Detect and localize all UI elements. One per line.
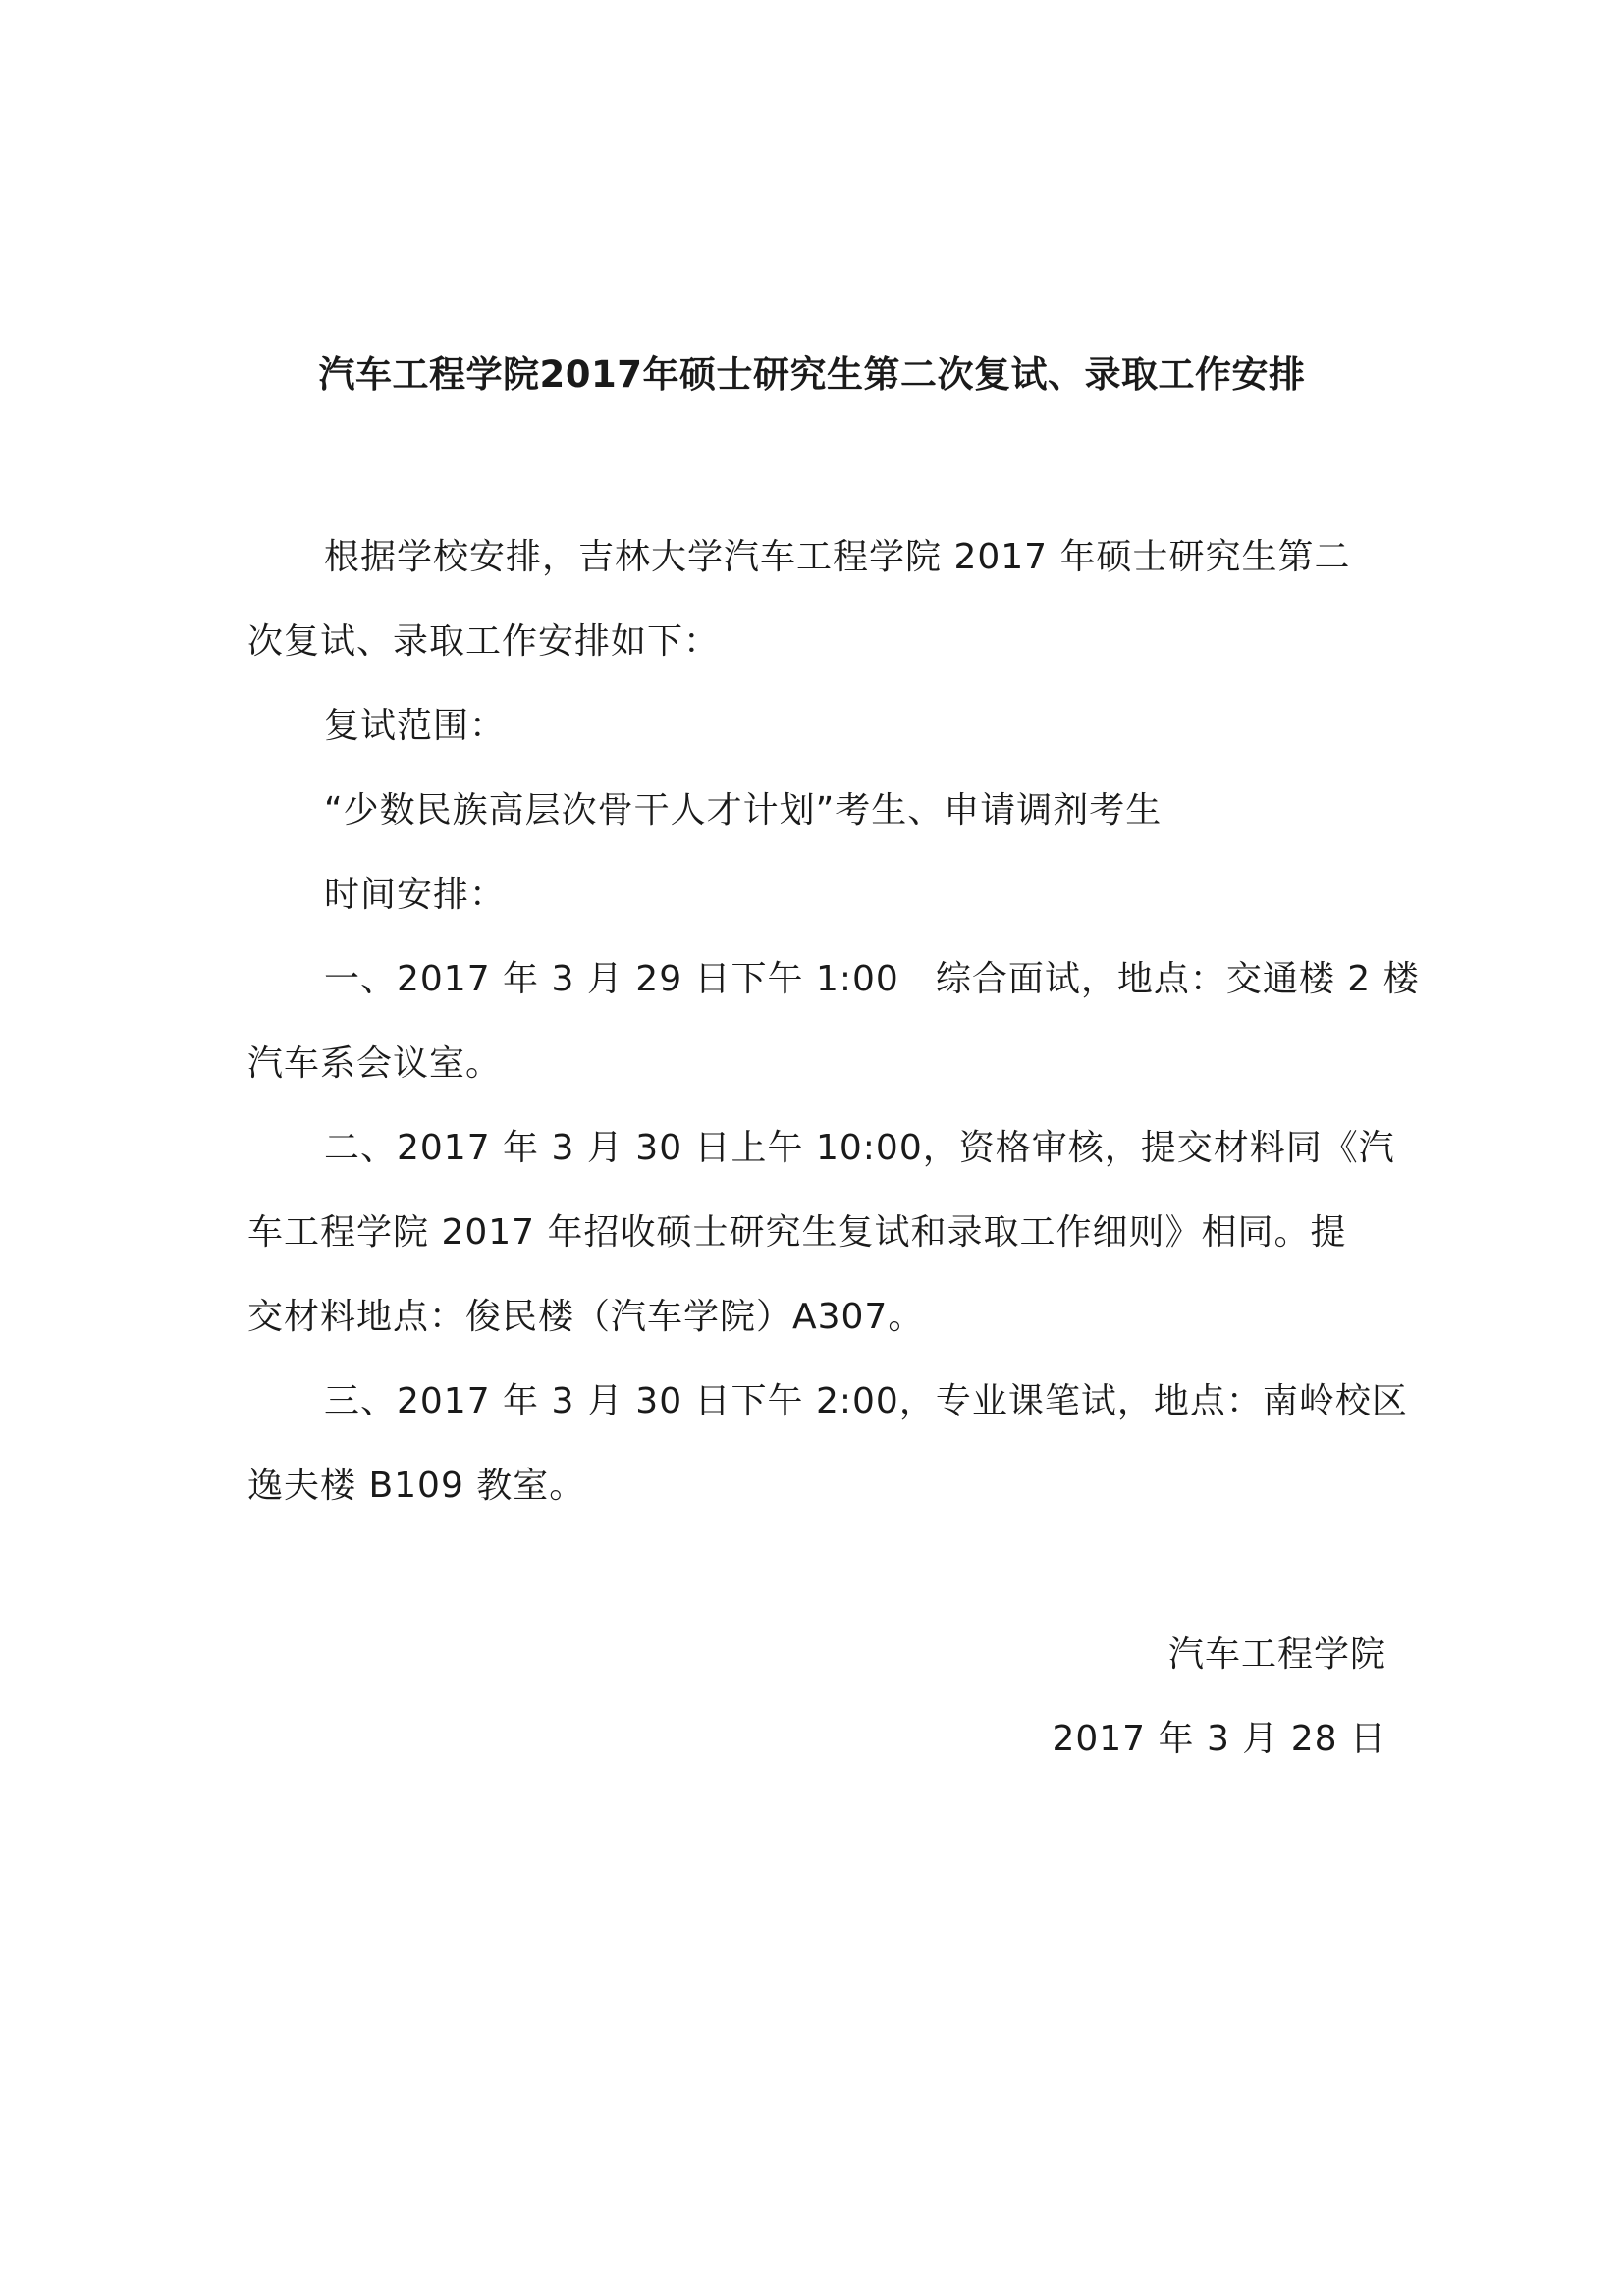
schedule-heading: 时间安排：: [324, 875, 507, 915]
schedule-item-2-line-2: 车工程学院 2017 年招收硕士研究生复试和录取工作细则》相同。提: [247, 1212, 1347, 1253]
scope-heading: 复试范围：: [324, 706, 507, 746]
signature-org: 汽车工程学院: [1167, 1634, 1386, 1675]
scope-content: “少数民族高层次骨干人才计划”考生、申请调剂考生: [324, 790, 1163, 830]
signature-date: 2017 年 3 月 28 日: [1052, 1719, 1386, 1759]
schedule-item-2-line-3: 交材料地点：俊民楼（汽车学院）A307。: [247, 1297, 925, 1337]
schedule-item-1-line-2: 汽车系会议室。: [247, 1043, 503, 1084]
schedule-item-2-line-1: 二、2017 年 3 月 30 日上午 10:00，资格审核，提交材料同《汽: [324, 1128, 1395, 1168]
intro-line-2: 次复试、录取工作安排如下：: [247, 621, 721, 662]
schedule-item-3-line-2: 逸夫楼 B109 教室。: [247, 1466, 586, 1506]
intro-line-1: 根据学校安排，吉林大学汽车工程学院 2017 年硕士研究生第二: [324, 537, 1351, 577]
schedule-item-1-line-1: 一、2017 年 3 月 29 日下午 1:00 综合面试，地点：交通楼 2 楼: [324, 959, 1420, 999]
schedule-item-3-line-1: 三、2017 年 3 月 30 日下午 2:00，专业课笔试，地点：南岭校区: [324, 1381, 1408, 1421]
document-title: 汽车工程学院2017年硕士研究生第二次复试、录取工作安排: [318, 353, 1306, 396]
